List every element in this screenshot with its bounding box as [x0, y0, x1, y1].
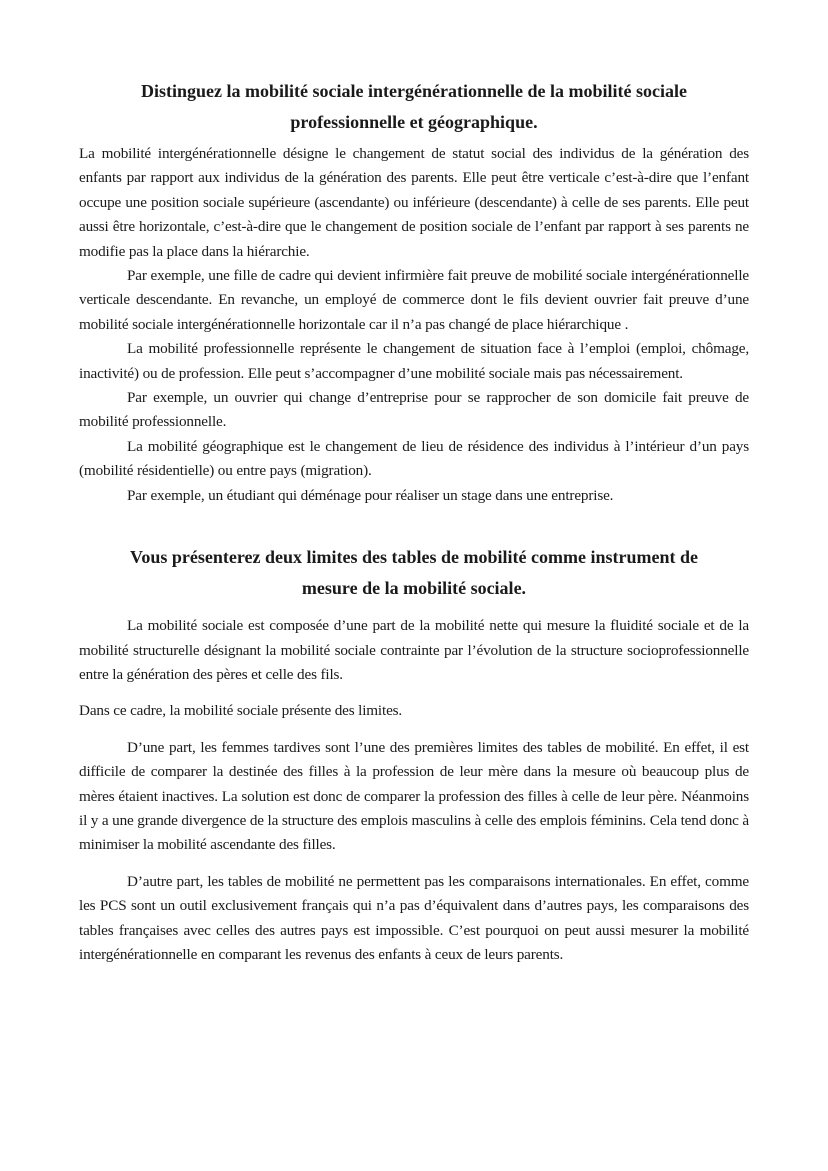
section-title: Distinguez la mobilité sociale intergénérationnelle de la mobilité sociale professionnelle et géographique.: [141, 81, 687, 132]
paragraph: La mobilité professionnelle représente le changement de situation face à l’emploi (emploi, chômage, inactivité) ou de profession. Elle peut s’accompagner d’une mobilité sociale mais pas nécessairement.: [79, 340, 749, 382]
paragraph: Par exemple, un étudiant qui déménage pour réaliser un stage dans une entreprise.: [127, 486, 614, 504]
section-mobility-table-limits: [79, 542, 749, 967]
section-title: Vous présenterez deux limites des tables de mobilité comme instrument de mesure de la mobilité sociale.: [130, 547, 698, 599]
paragraph: La mobilité géographique est le changement de lieu de résidence des individus à l’intérieur d’un pays (mobilité résidentielle) ou entre pays (migration).: [79, 437, 749, 480]
paragraph: D’une part, les femmes tardives sont l’une des premières limites des tables de mobilité. En effet, il est difficile de comparer la destinée des filles à la profession de leur mère dans la mesure où beaucoup plus de mères étaient inactives. La solution est donc de comparer la profession des filles à celle de leur père. Néanmoins il y a une grande divergence de la structure des emplois masculins à celle des emplois féminins. Cela tend donc à minimiser la mobilité ascendante des filles.: [79, 738, 749, 854]
paragraph: La mobilité intergénérationnelle désigne le changement de statut social des individus de la génération des enfants par rapport aux individus de la génération des parents. Elle peut être verticale c’est-à-dire que l’enfant occupe une position sociale supérieure (ascendante) ou inférieure (descendante) à celle de ses parents. Elle peut aussi être horizontale, c’est-à-dire que le changement de position sociale de l’enfant par rapport à ses parents ne modifie pas la place dans la hiérarchie.: [79, 145, 749, 260]
paragraph: Par exemple, une fille de cadre qui devient infirmière fait preuve de mobilité sociale intergénérationnelle verticale descendante. En revanche, un employé de commerce dont le fils devient ouvrier fait preuve d’une mobilité sociale intergénérationnelle horizontale car il n’a pas changé de place hiérarchique .: [79, 267, 749, 333]
paragraph: Par exemple, un ouvrier qui change d’entreprise pour se rapprocher de son domicile fait preuve de mobilité professionnelle.: [79, 389, 749, 431]
paragraph: La mobilité sociale est composée d’une part de la mobilité nette qui mesure la fluidité sociale et de la mobilité structurelle désignant la mobilité sociale contrainte par l’évolution de la structure socioprofessionnelle entre la génération des pères et celle des fils.: [79, 617, 749, 683]
paragraph: D’autre part, les tables de mobilité ne permettent pas les comparaisons internationales. En effet, comme les PCS sont un outil exclusivement français qui n’a pas d’équivalent dans d’autres pays, les comparaisons des tables françaises avec celles des autres pays est impossible. C’est pourquoi on peut aussi mesurer la mobilité intergénérationnelle en comparant les revenus des enfants à ceux de leurs parents.: [79, 872, 749, 963]
section-mobility-types: [79, 76, 749, 508]
document-page: [79, 76, 749, 979]
paragraph: Dans ce cadre, la mobilité sociale présente des limites.: [79, 702, 403, 720]
